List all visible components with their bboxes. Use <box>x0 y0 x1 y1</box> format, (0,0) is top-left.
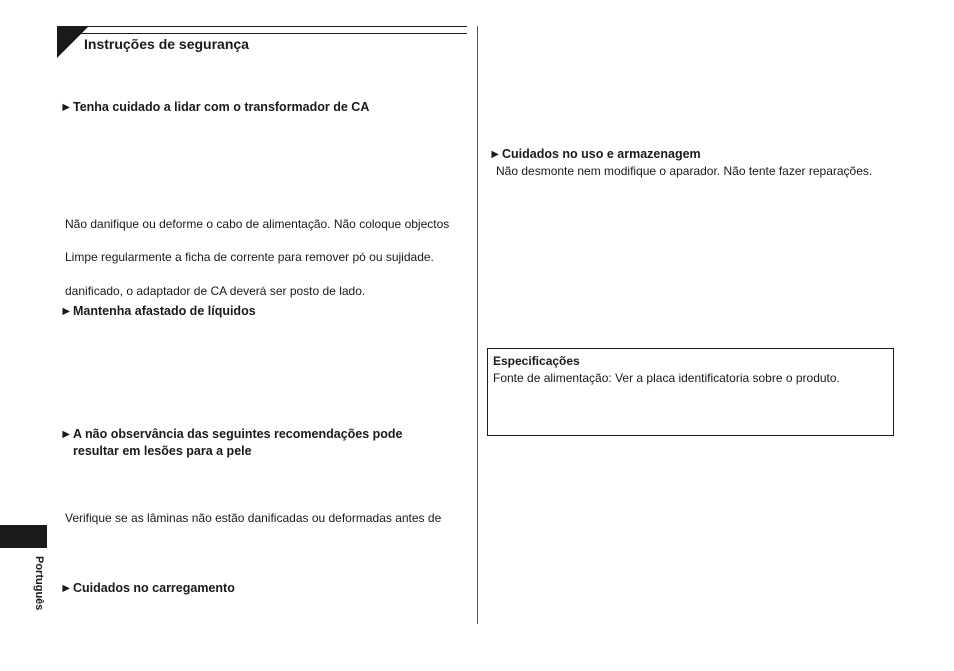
bullet-arrow-icon: ► <box>60 427 73 441</box>
section-title: Instruções de segurança <box>84 36 249 52</box>
heading-use-storage-text: Cuidados no uso e armazenagem <box>502 147 701 161</box>
heading-skin-injury <box>60 426 403 460</box>
column-divider <box>477 26 478 624</box>
heading-ac-adaptor <box>60 99 369 116</box>
body-check-blades: Verifique se as lâminas não estão danificadas ou deformadas antes de <box>65 511 442 525</box>
heading-ac-adaptor-text: Tenha cuidado a lidar com o transformador de CA <box>73 100 370 114</box>
body-damaged-adaptor: danificado, o adaptador de CA deverá ser posto de lado. <box>65 284 366 298</box>
header-rule-top <box>57 26 467 27</box>
specifications-box <box>487 348 894 436</box>
bullet-arrow-icon: ► <box>60 581 73 595</box>
bullet-arrow-icon: ► <box>60 304 73 318</box>
heading-use-storage <box>489 146 701 163</box>
heading-liquids <box>60 303 256 320</box>
language-tab-marker <box>0 525 47 548</box>
heading-charging-text: Cuidados no carregamento <box>73 581 235 595</box>
heading-skin-injury-line2: resultar em lesões para a pele <box>73 444 252 458</box>
body-no-disassemble: Não desmonte nem modifique o aparador. Não tente fazer reparações. <box>496 164 873 178</box>
bullet-arrow-icon: ► <box>60 100 73 114</box>
body-clean-plug: Limpe regularmente a ficha de corrente para remover pó ou sujidade. <box>65 250 434 264</box>
heading-liquids-text: Mantenha afastado de líquidos <box>73 304 256 318</box>
heading-charging <box>60 580 235 597</box>
specifications-power-source: Fonte de alimentação: Ver a placa identificatoria sobre o produto. <box>493 371 840 385</box>
specifications-title: Especificações <box>493 354 580 368</box>
header-rule-bottom <box>57 33 467 34</box>
bullet-arrow-icon: ► <box>489 147 502 161</box>
language-tab-label: Português <box>33 556 45 611</box>
body-power-cord: Não danifique ou deforme o cabo de alimentação. Não coloque objectos <box>65 217 450 231</box>
heading-skin-injury-line1: A não observância das seguintes recomendações pode <box>73 427 403 441</box>
